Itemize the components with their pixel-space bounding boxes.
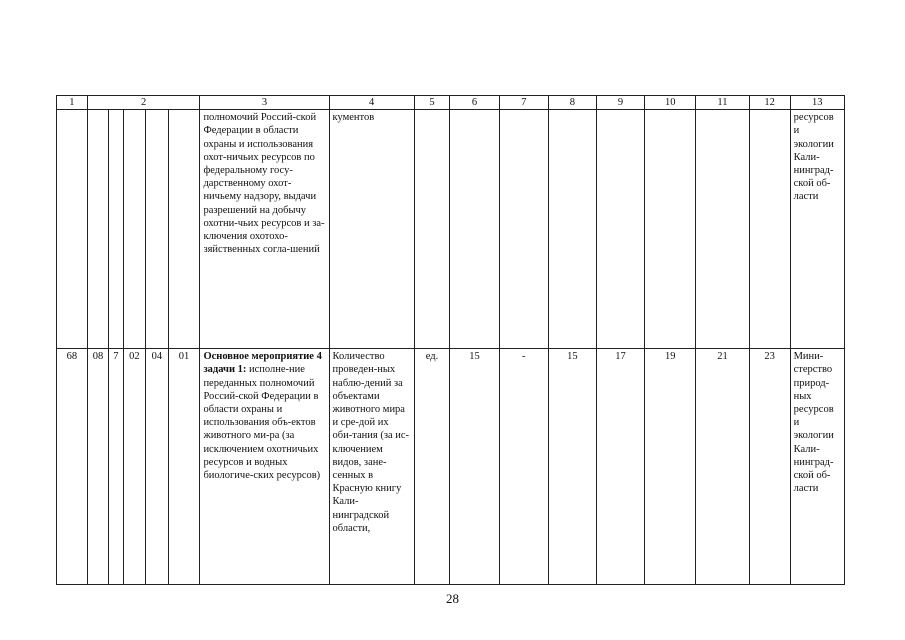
executor-text: ресурсов и экологии Кали-нинград-ской об-ласти xyxy=(790,110,844,349)
empty-cell xyxy=(168,110,200,349)
empty-cell xyxy=(123,110,146,349)
header-cell-7: 7 xyxy=(499,96,548,110)
activity-title-rest: исполне-ние переданных полномочий Россий-ской Федерации в области охраны и использования объ-ектов животного ми-ра (за исключением охотничьих ресурсов и водных биологиче-ских ресурсов) xyxy=(203,364,321,482)
empty-cell xyxy=(57,110,88,349)
header-cell-8: 8 xyxy=(548,96,596,110)
header-cell-6: 6 xyxy=(450,96,499,110)
header-cell-1: 1 xyxy=(57,96,88,110)
header-cell-5: 5 xyxy=(414,96,450,110)
header-cell-3: 3 xyxy=(200,96,329,110)
empty-cell xyxy=(596,110,644,349)
empty-cell xyxy=(109,110,123,349)
header-cell-13: 13 xyxy=(790,96,844,110)
activity-title-bold: Основное мероприятие 4 задачи 1: xyxy=(203,351,322,376)
code-cell: 08 xyxy=(87,349,109,585)
indicator-text: кументов xyxy=(329,110,414,349)
header-cell-12: 12 xyxy=(749,96,790,110)
code-cell: 02 xyxy=(123,349,146,585)
value-cell: - xyxy=(499,349,548,585)
table-row xyxy=(57,349,845,585)
empty-cell xyxy=(645,110,696,349)
row-number: 68 xyxy=(57,349,88,585)
indicator-text: Количество проведен-ных наблю-дений за объектами животного мира и сре-дой их оби-тания (за ис-ключением видов, зане-сенных в Красную книгу Кали-нинградской области, xyxy=(329,349,414,585)
value-cell: 15 xyxy=(450,349,499,585)
activity-text: полномочий Россий-ской Федерации в области охраны и использования охот-ничьих ресурсов по федеральному госу-дарственному охот-ничьему надзору, выдачи разрешений на добычу охотни-чьих ресурсов и за-ключения охотохо-зяйственных согла-шений xyxy=(200,110,329,349)
program-table xyxy=(56,95,845,585)
header-cell-11: 11 xyxy=(696,96,749,110)
value-cell: 19 xyxy=(645,349,696,585)
value-cell: 17 xyxy=(596,349,644,585)
empty-cell xyxy=(87,110,109,349)
header-cell-10: 10 xyxy=(645,96,696,110)
empty-cell xyxy=(749,110,790,349)
empty-cell xyxy=(696,110,749,349)
executor-text: Мини-стерство природ-ных ресурсов и экологии Кали-нинград-ской об-ласти xyxy=(790,349,844,585)
value-cell: 15 xyxy=(548,349,596,585)
empty-cell xyxy=(146,110,169,349)
unit-cell: ед. xyxy=(414,349,450,585)
header-cell-2: 2 xyxy=(87,96,200,110)
value-cell: 21 xyxy=(696,349,749,585)
header-row xyxy=(57,96,845,110)
code-cell: 7 xyxy=(109,349,123,585)
activity-text xyxy=(200,349,329,585)
empty-cell xyxy=(499,110,548,349)
page-number: 28 xyxy=(446,591,459,606)
code-cell: 04 xyxy=(146,349,169,585)
empty-cell xyxy=(414,110,450,349)
empty-cell xyxy=(548,110,596,349)
value-cell: 23 xyxy=(749,349,790,585)
code-cell: 01 xyxy=(168,349,200,585)
table-row xyxy=(57,110,845,349)
empty-cell xyxy=(450,110,499,349)
header-cell-9: 9 xyxy=(596,96,644,110)
header-cell-4: 4 xyxy=(329,96,414,110)
